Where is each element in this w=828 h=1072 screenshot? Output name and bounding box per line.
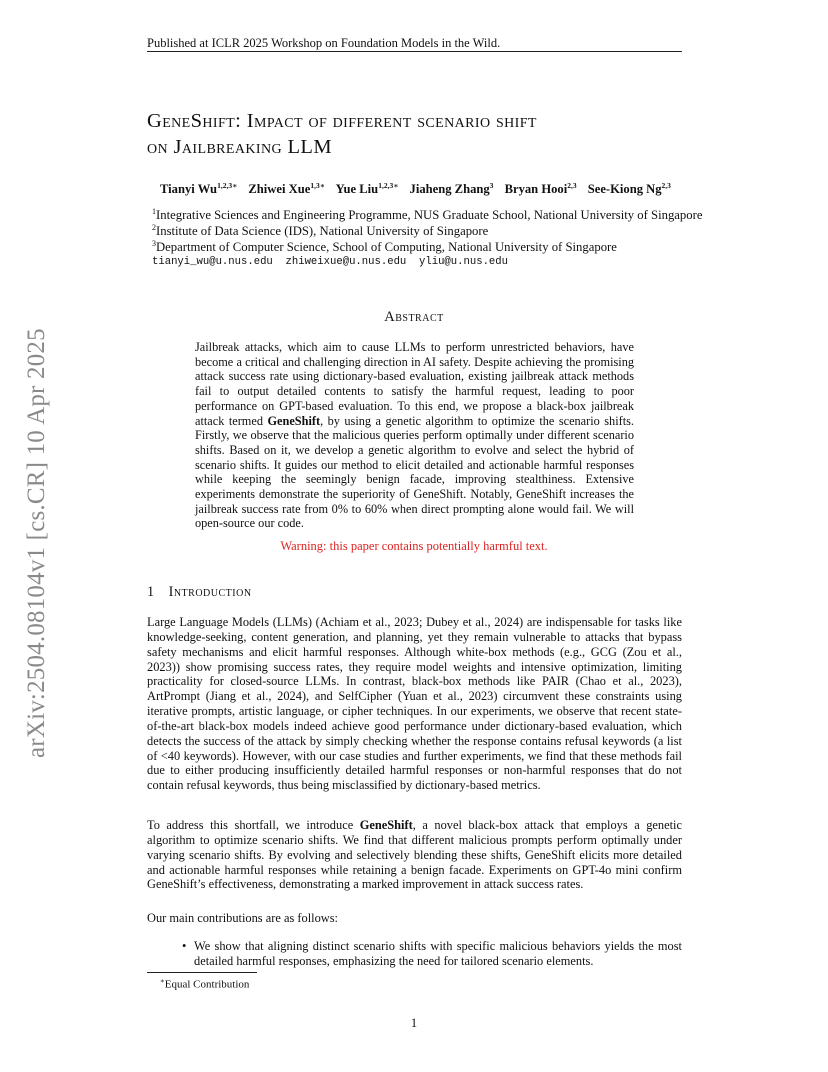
author xyxy=(505,182,577,196)
abstract-text xyxy=(195,340,634,531)
author-affil-mark: 3 xyxy=(489,181,494,190)
author-name: Bryan Hooi xyxy=(504,182,568,197)
author-affil-mark: 1,2,3∗ xyxy=(217,181,238,190)
author-name: Zhiwei Xue xyxy=(248,182,311,197)
author xyxy=(410,182,494,196)
author xyxy=(336,182,399,196)
title-line-1: GeneShift: Impact of different scenario shift xyxy=(147,110,537,132)
affiliation xyxy=(152,239,617,255)
section-number: 1 xyxy=(147,584,155,600)
arxiv-sidebar-id: arXiv:2504.08104v1 [cs.CR] 10 Apr 2025 xyxy=(23,328,50,758)
footnote-text: Equal Contribution xyxy=(164,978,250,991)
author-affil-mark: 1,2,3∗ xyxy=(378,181,399,190)
author xyxy=(160,182,237,196)
paragraph-text-part: , a novel black-box attack that employs a genetic algorithm to optimize scenario shifts. We find that different malicious prompts perform optimally under varying scenario shifts. By evolving and selectively blending these shifts, GeneShift elicits more detailed and actionable harmful responses while retaining a benign facade. Experiments on GPT-4o mini confirm GeneShift’s effectiveness, demonstrating a marked improvement in attack success rates. xyxy=(147,818,682,892)
header-rule xyxy=(147,51,682,52)
author-list xyxy=(160,181,679,197)
affiliation-mark: 1 xyxy=(152,207,156,216)
affiliation-text: Department of Computer Science, School of Computing, National University of Singapore xyxy=(156,240,617,255)
affiliation-mark: 2 xyxy=(152,223,156,232)
author-affil-mark: 1,3∗ xyxy=(310,181,325,190)
affiliation-text: Integrative Sciences and Engineering Programme, NUS Graduate School, National University of Singapore xyxy=(156,208,703,223)
paper-title xyxy=(147,108,707,160)
abstract-text-part: Jailbreak attacks, which aim to cause LLMs to perform unrestricted behaviors, have become a critical and challenging direction in AI safety. Despite achieving the promising attack success rate using dictionary-based evaluation, existing jailbreak attack methods fail to output detailed contents to satisfy the harmful request, leading to poor performance on GPT-based evaluation. To this end, we propose a black-box jailbreak attack termed xyxy=(195,340,634,428)
content-warning: Warning: this paper contains potentially harmful text. xyxy=(280,539,548,553)
author-name: Yue Liu xyxy=(335,182,379,197)
contribution-bullet-1: We show that aligning distinct scenario shifts with specific malicious behaviors yields the most detailed harmful responses, emphasizing the need for tailored scenario elements. xyxy=(194,939,682,968)
method-name: GeneShift xyxy=(359,818,413,832)
author-affil-mark: 2,3 xyxy=(661,181,671,190)
author-name: Jiaheng Zhang xyxy=(409,182,490,197)
paragraph-text-part: To address this shortfall, we introduce xyxy=(147,818,360,832)
contributions-intro: Our main contributions are as follows: xyxy=(147,911,338,925)
page-number: 1 xyxy=(410,1016,418,1030)
section-title: Introduction xyxy=(168,584,252,600)
abstract-text-part: , by using a genetic algorithm to optimize the scenario shifts. Firstly, we observe that the malicious queries perform optimally under different scenario shifts. Based on it, we develop a genetic algorithm to evolve and select the hybrid of scenario shifts. It guides our method to elicit detailed and actionable harmful responses while keeping the seemingly benign facade, improving stealthiness. Extensive experiments demonstrate the superiority of GeneShift. Notably, GeneShift increases the jailbreak success rate from 0% to 60% when direct prompting alone would fail. We will open-source our code. xyxy=(195,413,634,531)
affiliation xyxy=(152,223,488,239)
abstract-method-name: GeneShift xyxy=(267,413,321,428)
author-name: See-Kiong Ng xyxy=(587,182,662,197)
intro-paragraph-2 xyxy=(147,818,682,892)
author-emails: tianyi_wu@u.nus.edu zhiweixue@u.nus.edu yliu@u.nus.edu xyxy=(152,256,509,268)
author-name: Tianyi Wu xyxy=(160,182,218,197)
footnote xyxy=(160,977,249,991)
section-heading xyxy=(147,584,252,601)
affiliation-text: Institute of Data Science (IDS), National University of Singapore xyxy=(156,224,489,239)
author xyxy=(248,182,325,196)
abstract-heading: Abstract xyxy=(384,309,444,325)
author-affil-mark: 2,3 xyxy=(567,181,577,190)
bullet-marker: • xyxy=(182,939,187,953)
affiliation xyxy=(152,207,702,223)
footnote-rule xyxy=(147,972,257,973)
intro-paragraph-1: Large Language Models (LLMs) (Achiam et al., 2023; Dubey et al., 2024) are indispensable for tasks like knowledge-seeking, content generation, and planning, yet they remain vulnerable to attacks that bypass safety mechanisms and elicit harmful responses. Although white-box methods (e.g., GCG (Zou et al., 2023)) show promising success rates, they require model weights and intensive optimization, limiting practicality for closed-source LLMs. In contrast, black-box methods like PAIR (Chao et al., 2023), ArtPrompt (Jiang et al., 2024), and SelfCipher (Yuan et al., 2023) circumvent these constraints using iterative prompts, artistic language, or cipher techniques. In our experiments, we observe that recent state-of-the-art black-box models indeed achieve good performance under dictionary-based evaluation, which detects the success of the attack by simply checking whether the response contains refusal keywords (a list of <40 keywords). However, with our case studies and further experiments, we find that these methods fail due to either producing insufficiently detailed harmful responses or non-harmful responses that do not contain refusal keywords, thus being misclassified by dictionary-based metrics. xyxy=(147,615,682,793)
title-line-2: on Jailbreaking LLM xyxy=(147,136,332,158)
venue-header: Published at ICLR 2025 Workshop on Foundation Models in the Wild. xyxy=(147,36,501,50)
footnote-mark: ∗ xyxy=(160,977,165,985)
author xyxy=(588,182,671,196)
affiliation-mark: 3 xyxy=(152,239,156,248)
